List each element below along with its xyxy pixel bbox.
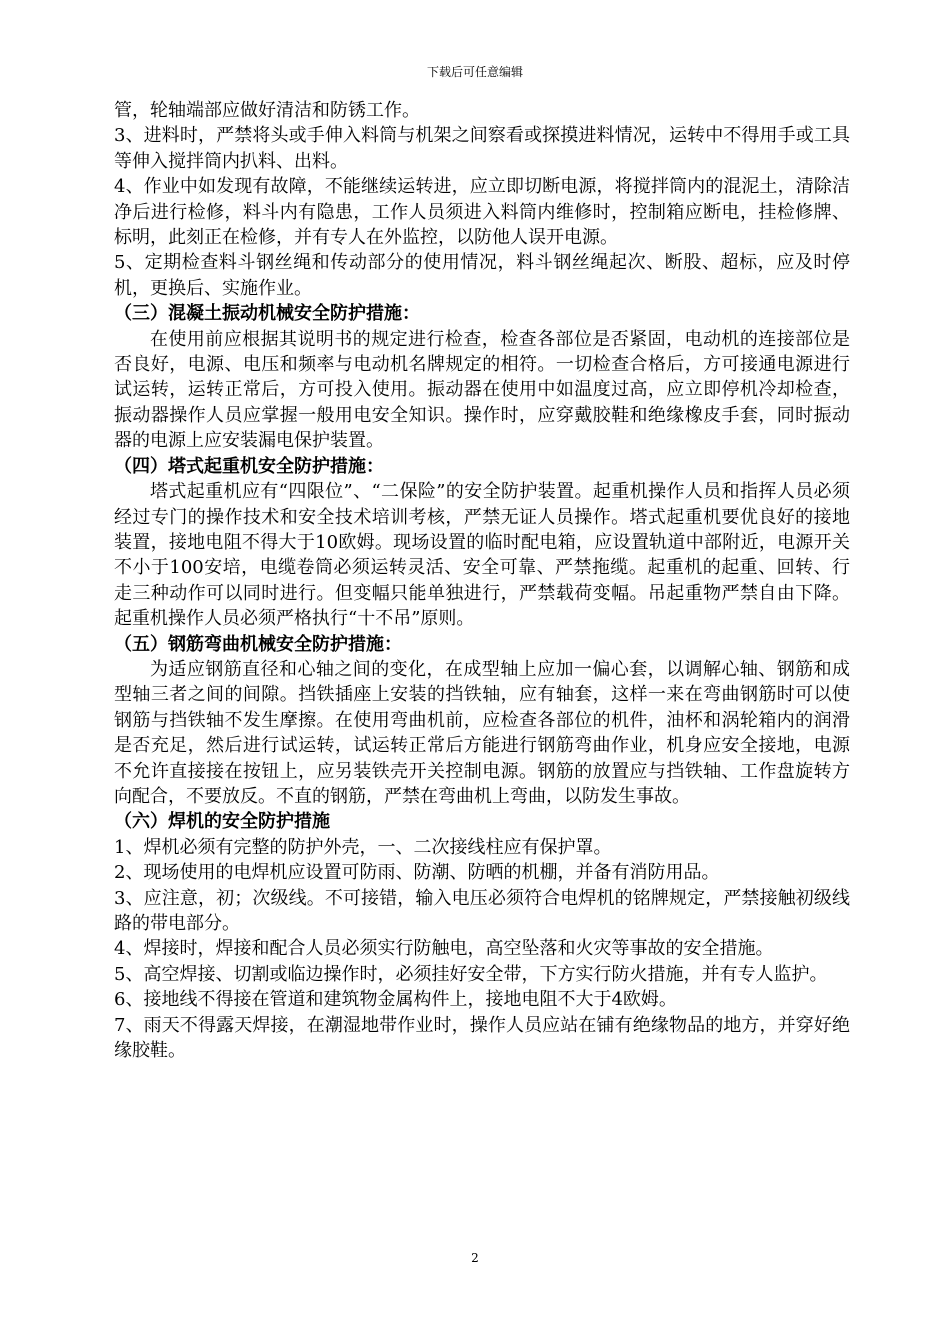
section-heading: （五）钢筋弯曲机械安全防护措施： xyxy=(114,633,402,655)
list-item: 7、雨天不得露天焊接，在潮湿地带作业时，操作人员应站在铺有绝缘物品的地方，并穿好绝缘胶鞋。 xyxy=(114,1014,850,1062)
paragraph: 在使用前应根据其说明书的规定进行检查，检查各部位是否紧固，电动机的连接部位是否良好，电源、电压和频率与电动机名牌规定的相符。一切检查合格后，方可接通电源进行试运转，运转正常后，方可投入使用。振动器在使用中如温度过高，应立即停机冷却检查，振动器操作人员应掌握一般用电安全知识。操作时，应穿戴胶鞋和绝缘橡皮手套，同时振动器的电源上应安装漏电保护装置。 xyxy=(114,328,850,452)
paragraph: 5、定期检查料斗钢丝绳和传动部分的使用情况，料斗钢丝绳起次、断股、超标，应及时停机，更换后、实施作业。 xyxy=(114,252,850,299)
section-heading: （四）塔式起重机安全防护措施： xyxy=(114,455,384,477)
paragraph: 为适应钢筋直径和心轴之间的变化，在成型轴上应加一偏心套，以调解心轴、钢筋和成型轴三者之间的间隙。挡铁插座上安装的挡铁轴，应有轴套，这样一来在弯曲钢筋时可以使钢筋与挡铁轴不发生摩擦。在使用弯曲机前，应检查各部位的机件，油杯和涡轮箱内的润滑是否充足，然后进行试运转，试运转正常后方能进行钢筋弯曲作业，机身应安全接地，电源不允许直接接在按钮上，应另装铁壳开关控制电源。钢筋的放置应与挡铁轴、工作盘旋转方向配合，不要放反。不直的钢筋，严禁在弯曲机上弯曲，以防发生事故。 xyxy=(114,658,850,807)
paragraph: 3、进料时，严禁将头或手伸入料筒与机架之间察看或探摸进料情况，运转中不得用手或工具等伸入搅拌筒内扒料、出料。 xyxy=(114,125,850,172)
section-heading: （三）混凝土振动机械安全防护措施： xyxy=(114,303,420,325)
list-item: 4、焊接时，焊接和配合人员必须实行防触电，高空坠落和火灾等事故的安全措施。 xyxy=(114,938,774,960)
page-number: 2 xyxy=(471,1251,479,1265)
list-item: 2、现场使用的电焊机应设置可防雨、防潮、防晒的机棚，并备有消防用品。 xyxy=(114,862,720,884)
paragraph: 管，轮轴端部应做好清洁和防锈工作。 xyxy=(114,100,420,121)
list-item: 6、接地线不得接在管道和建筑物金属构件上，接地电阻不大于4欧姆。 xyxy=(114,989,677,1011)
list-item: 1、焊机必须有完整的防护外壳，一、二次接线柱应有保护罩。 xyxy=(114,836,612,858)
page-header: 下载后可任意编辑 xyxy=(426,65,523,79)
list-item: 5、高空焊接、切割或临边操作时，必须挂好安全带，下方实行防火措施，并有专人监护。 xyxy=(114,963,828,985)
section-heading: （六）焊机的安全防护措施 xyxy=(114,811,330,833)
list-item: 3、应注意，初；次级线。不可接错，输入电压必须符合电焊机的铭牌规定，严禁接触初级线路的带电部分。 xyxy=(114,887,850,934)
document-body xyxy=(114,98,850,1063)
paragraph: 塔式起重机应有“四限位”、“二保险”的安全防护装置。起重机操作人员和指挥人员必须经过专门的操作技术和安全技术培训考核，严禁无证人员操作。塔式起重机要优良好的接地装置，接地电阻不得大于10欧姆。现场设置的临时配电箱，应设置轨道中部附近，电源开关不小于100安培，电缆卷筒必须运转灵活、安全可靠、严禁拖缆。起重机的起重、回转、行走三种动作可以同时进行。但变幅只能单独进行，严禁载荷变幅。吊起重物严禁自由下降。起重机操作人员必须严格执行“十不吊”原则。 xyxy=(114,481,850,630)
paragraph: 4、作业中如发现有故障，不能继续运转进，应立即切断电源，将搅拌筒内的混泥土，清除洁净后进行检修，料斗内有隐患，工作人员须进入料筒内维修时，控制箱应断电，挂检修牌、标明，此刻正在检修，并有专人在外监控，以防他人误开电源。 xyxy=(114,176,850,249)
